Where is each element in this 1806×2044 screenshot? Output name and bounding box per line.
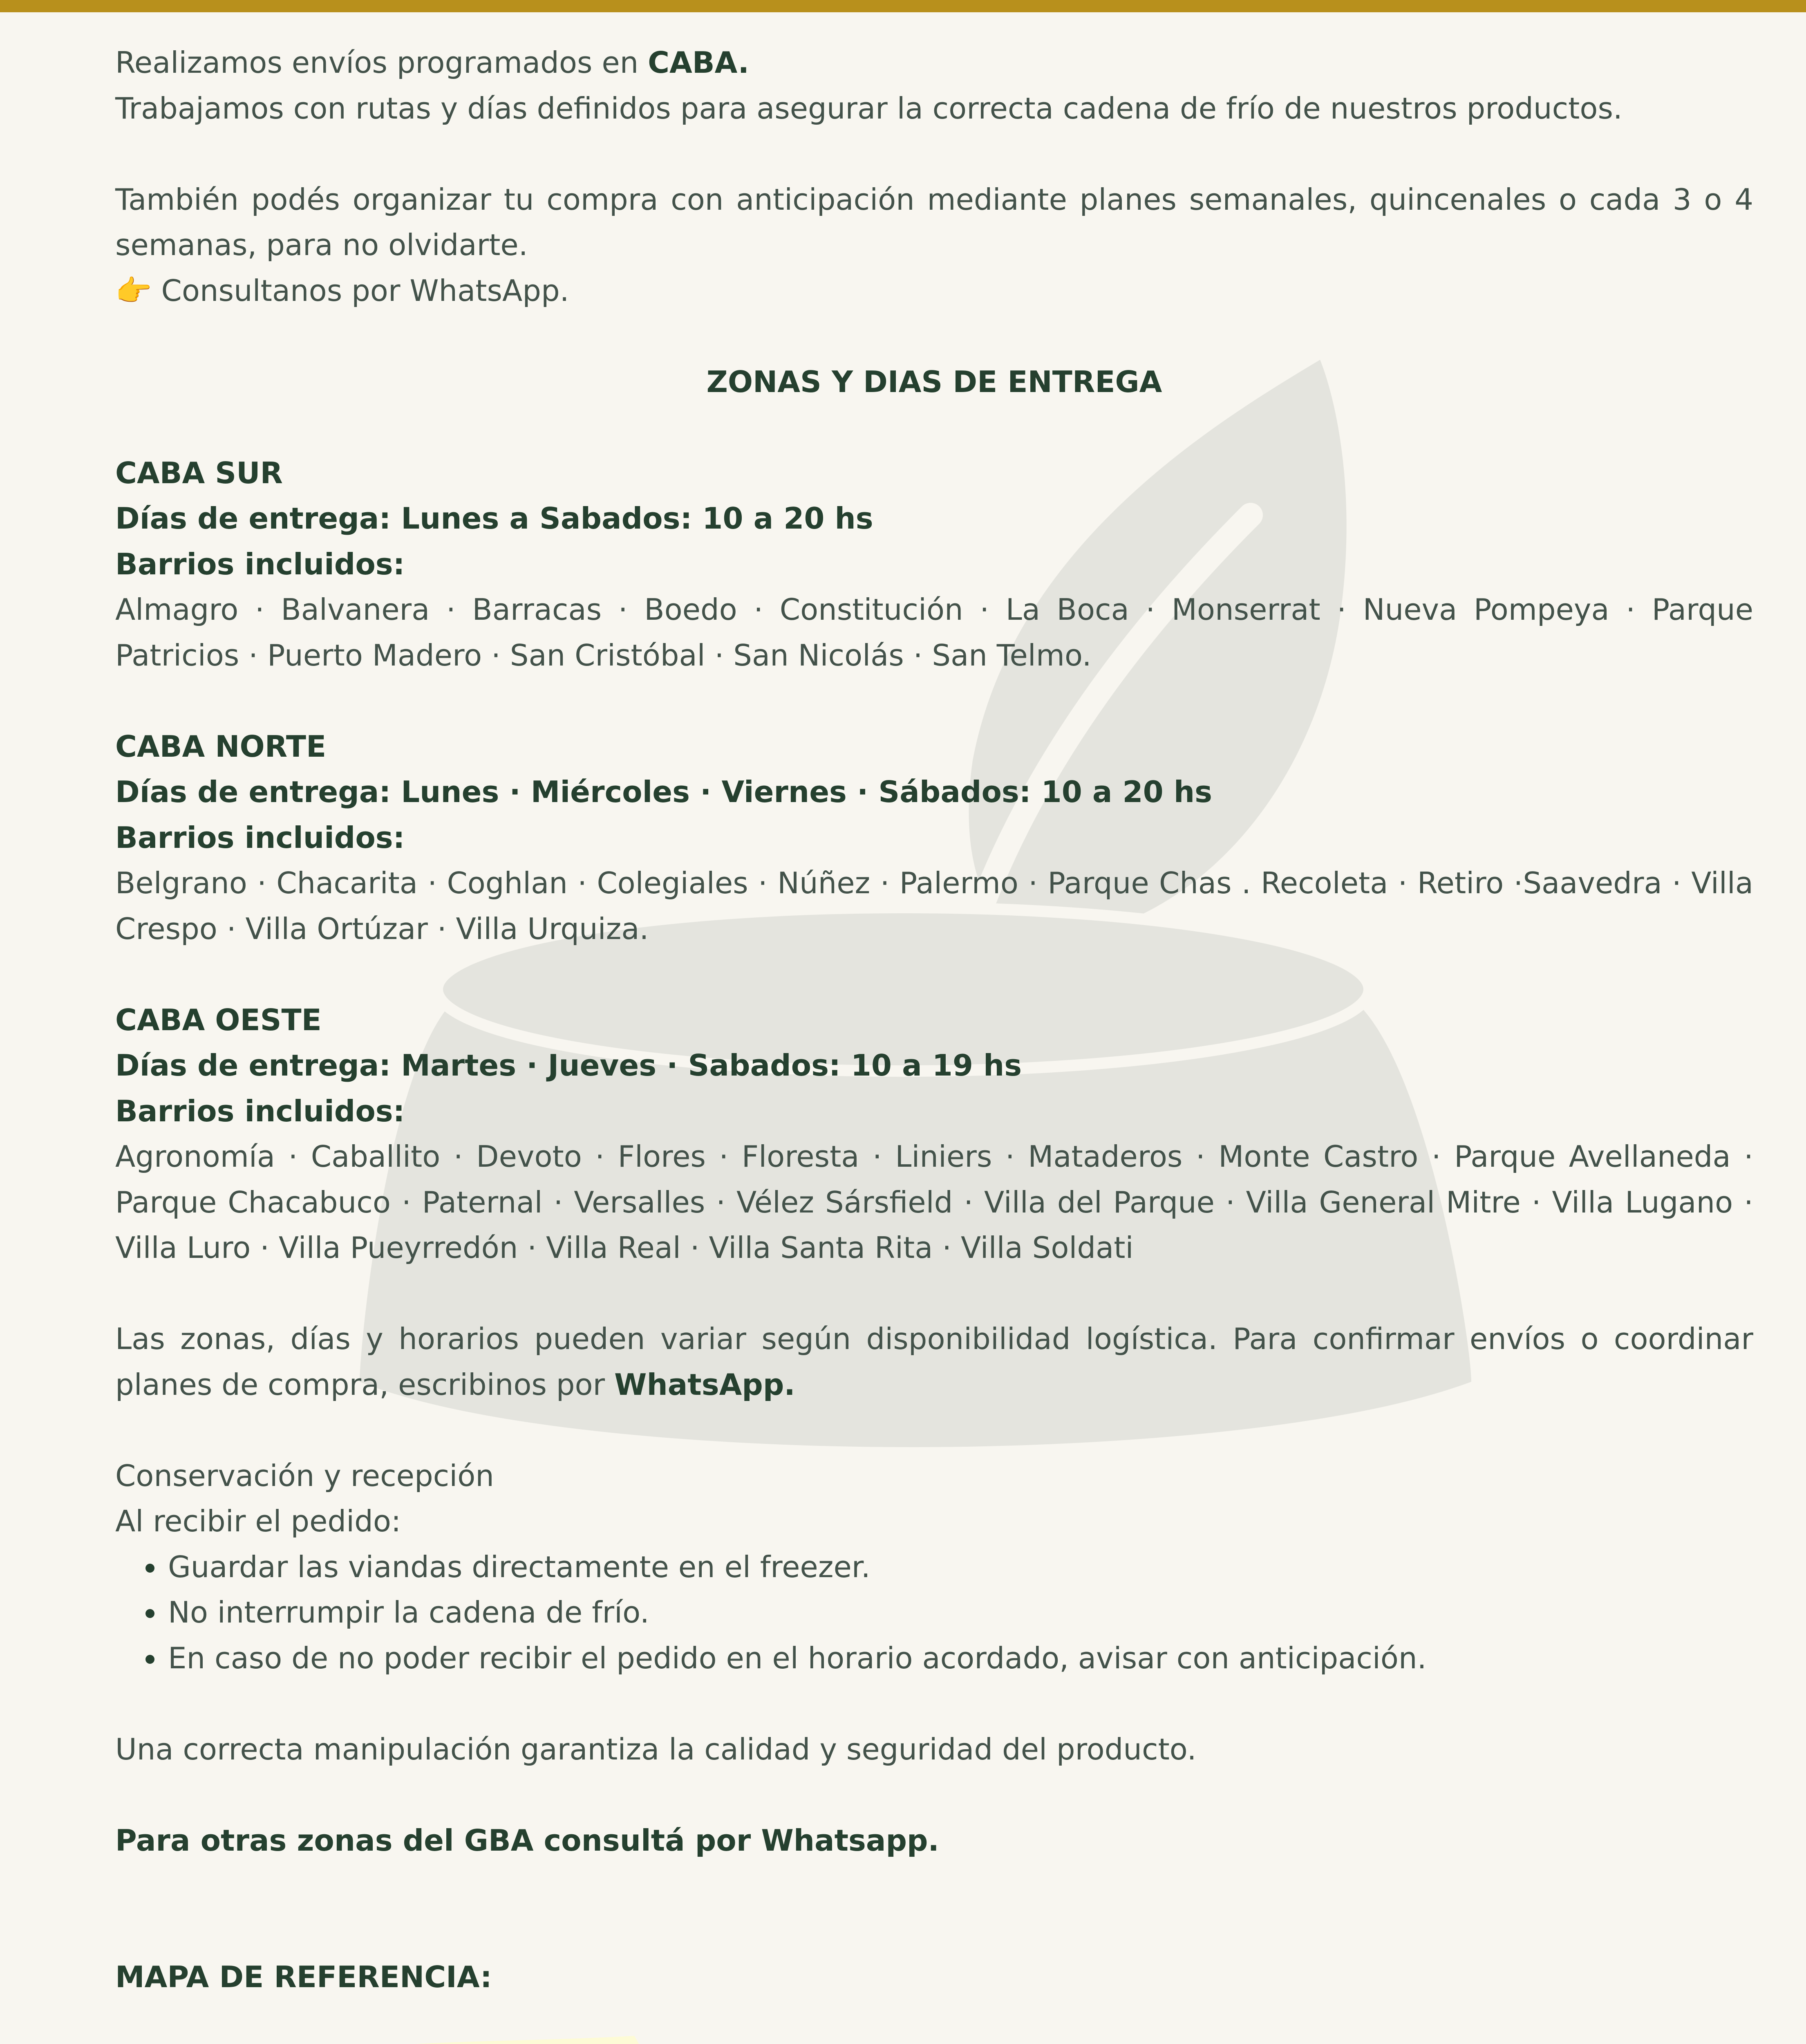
zone-barrios: Belgrano · Chacarita · Coghlan · Colegiales · Núñez · Palermo · Parque Chas . Recoleta · Retiro ·Saavedra · Villa Crespo · Villa Ortúzar · Villa Urquiza. [115, 866, 1753, 946]
page-content [115, 40, 1753, 2044]
zone-barrios-label: Barrios incluidos: [115, 547, 405, 581]
zone-caba-norte [115, 724, 1753, 952]
list-item: • No interrumpir la cadena de frío. [166, 1590, 1753, 1636]
zone-barrios-label: Barrios incluidos: [115, 820, 405, 855]
conservation-section [115, 1453, 1753, 1773]
section-title: ZONAS Y DIAS DE ENTREGA [706, 364, 1162, 399]
caba-bold: CABA. [648, 45, 749, 80]
conservation-list [115, 1544, 1753, 1681]
list-item: • En caso de no poder recibir el pedido en el horario acordado, avisar con anticipación. [166, 1636, 1753, 1681]
intro-line-2: Trabajamos con rutas y días definidos para asegurar la correcta cadena de frío de nuestros productos. [115, 91, 1622, 126]
other-zones-note: Para otras zonas del GBA consultá por Whatsapp. [115, 1823, 939, 1858]
intro-line-1: Realizamos envíos programados en CABA. [115, 45, 749, 80]
caba-sur-color-swatch [348, 2032, 667, 2044]
zone-name: CABA OESTE [115, 1002, 322, 1037]
map-title: MAPA DE REFERENCIA: [115, 1960, 492, 1994]
zone-barrios-label: Barrios incluidos: [115, 1094, 405, 1128]
zone-days: Días de entrega: Lunes · Miércoles · Viernes · Sábados: 10 a 20 hs [115, 775, 1212, 809]
conservation-closing: Una correcta manipulación garantiza la calidad y seguridad del producto. [115, 1732, 1197, 1766]
whatsapp-line: 👉 Consultanos por WhatsApp. [115, 273, 569, 308]
top-accent-bar [0, 0, 1806, 12]
zone-name: CABA SUR [115, 455, 283, 490]
zone-barrios: Agronomía · Caballito · Devoto · Flores · Floresta · Liniers · Mataderos · Monte Castro · Parque Avellaneda · Parque Chacabuco · Paternal · Versalles · Vélez Sársfield · Villa del Parque · Villa General Mitre · Villa Lugano · Villa Luro · Villa Pueyrredón · Villa Real · Villa Santa Rita · Villa Soldati [115, 1139, 1753, 1265]
zone-caba-oeste [115, 997, 1753, 1271]
whatsapp-bold: WhatsApp. [614, 1367, 795, 1402]
disclaimer: Las zonas, días y horarios pueden variar según disponibilidad logística. Para confirmar envíos o coordinar planes de compra, escribinos por WhatsApp. [115, 1322, 1753, 1402]
conservation-intro: Al recibir el pedido: [115, 1504, 401, 1538]
list-item: • Guardar las viandas directamente en el freezer. [166, 1544, 1753, 1590]
conservation-title: Conservación y recepción [115, 1458, 494, 1493]
zone-barrios: Almagro · Balvanera · Barracas · Boedo · Constitución · La Boca · Monserrat · Nueva Pompeya · Parque Patricios · Puerto Madero · San Cristóbal · San Nicolás · San Telmo. [115, 592, 1753, 672]
zone-days: Días de entrega: Lunes a Sabados: 10 a 20 hs [115, 501, 873, 536]
intro-line-3: También podés organizar tu compra con anticipación mediante planes semanales, quincenales o cada 3 o 4 semanas, para no olvidarte. [115, 182, 1753, 262]
zone-name: CABA NORTE [115, 729, 327, 764]
zone-days: Días de entrega: Martes · Jueves · Sabados: 10 a 19 hs [115, 1048, 1022, 1083]
pointing-hand-icon: 👉 [115, 273, 152, 308]
zone-caba-sur [115, 450, 1753, 679]
